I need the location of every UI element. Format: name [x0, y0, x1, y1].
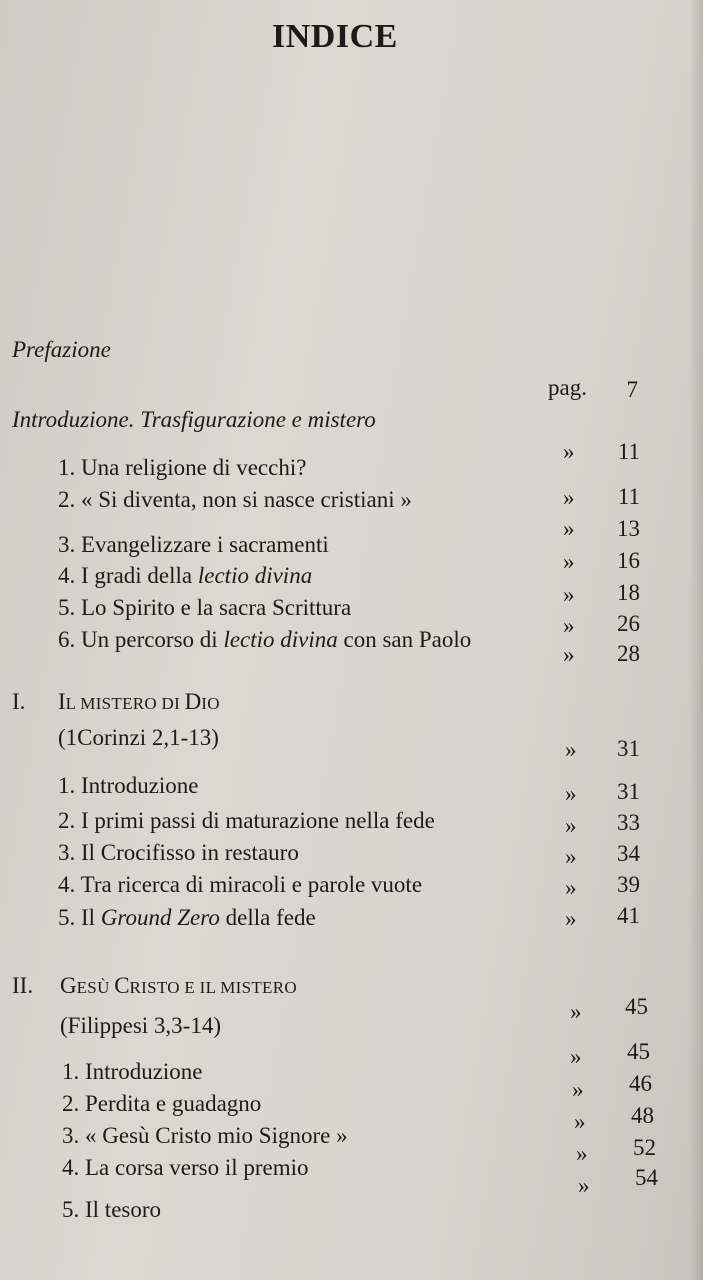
toc-introduzione-label: Introduzione. Trasfigurazione e mistero: [12, 407, 376, 432]
toc-prefazione-label: Prefazione: [12, 337, 111, 362]
toc-chapter-page: 45: [625, 994, 648, 1019]
toc-entry-page: 54: [635, 1165, 658, 1190]
toc-entry: 5. Il Ground Zero della fede: [58, 905, 316, 930]
toc-entry: 5. Il tesoro: [62, 1197, 162, 1222]
toc-entry-page: 34: [617, 841, 640, 866]
toc-marker: »: [565, 844, 577, 869]
toc-entry: 3. « Gesù Cristo mio Signore »: [62, 1123, 348, 1148]
toc-entry: 1. Introduzione: [58, 773, 199, 798]
toc-entry-page: 28: [617, 641, 640, 666]
toc-marker: »: [563, 642, 575, 667]
toc-entry: 3. Il Crocifisso in restauro: [58, 840, 299, 865]
toc-entry: 2. « Si diventa, non si nasce cristiani »: [58, 487, 412, 512]
toc-marker: »: [565, 781, 577, 806]
toc-marker: »: [574, 1109, 586, 1134]
toc-entry-page: 18: [617, 580, 640, 605]
toc-entry-page: 48: [631, 1103, 654, 1128]
toc-marker: »: [570, 999, 582, 1024]
toc-marker: »: [565, 737, 577, 762]
toc-marker: »: [578, 1173, 590, 1198]
toc-marker: »: [563, 485, 575, 510]
toc-entry: 4. La corsa verso il premio: [62, 1155, 309, 1180]
toc-marker: »: [565, 906, 577, 931]
toc-entry: 4. Tra ricerca di miracoli e parole vuote: [58, 872, 423, 897]
toc-entry-page: 16: [617, 548, 640, 573]
toc-marker: »: [576, 1141, 588, 1166]
toc-entry: 6. Un percorso di lectio divina con san Paolo: [58, 627, 472, 652]
page-title: INDICE: [272, 18, 398, 55]
toc-marker: »: [563, 549, 575, 574]
toc-entry-page: 46: [629, 1071, 652, 1096]
toc-entry-page: 26: [617, 611, 640, 636]
toc-entry: 4. I gradi della lectio divina: [58, 563, 313, 588]
toc-entry-page: 41: [617, 903, 640, 928]
toc-chapter-numeral: II.: [12, 973, 34, 998]
toc-chapter-page: 31: [617, 736, 640, 761]
toc-entry: 1. Una religione di vecchi?: [58, 455, 307, 480]
toc-marker: »: [563, 582, 575, 607]
toc-entry: 2. I primi passi di maturazione nella fede: [58, 808, 435, 833]
toc-entry-page: 39: [617, 872, 640, 897]
toc-entry: 1. Introduzione: [62, 1059, 203, 1084]
toc-marker: »: [563, 613, 575, 638]
toc-marker: »: [572, 1077, 584, 1102]
toc-marker: »: [565, 813, 577, 838]
toc-entry-page: 52: [633, 1135, 656, 1160]
toc-marker: »: [563, 516, 575, 541]
toc-entry: 2. Perdita e guadagno: [62, 1091, 262, 1116]
toc-introduzione-page: 11: [617, 439, 640, 464]
toc-prefazione-page: 7: [626, 377, 638, 402]
toc-entry-page: 13: [617, 516, 640, 541]
toc-marker: »: [563, 439, 575, 464]
toc-entry-page: 31: [617, 779, 640, 804]
toc-chapter-subtitle: (1Corinzi 2,1-13): [58, 725, 219, 750]
toc-pag-label: pag.: [548, 375, 587, 400]
toc-chapter-title: GESÙ CRISTO E IL MISTERO: [60, 973, 297, 998]
toc-chapter-numeral: I.: [12, 689, 26, 714]
toc-entry-page: 33: [617, 810, 640, 835]
toc-marker: »: [570, 1044, 582, 1069]
toc-chapter-title: IL MISTERO DI DIO: [58, 689, 220, 714]
toc-entry-page: 45: [627, 1039, 650, 1064]
toc-entry: 3. Evangelizzare i sacramenti: [58, 532, 329, 557]
page-edge-shadow: [689, 0, 703, 1280]
toc-chapter-subtitle: (Filippesi 3,3-14): [60, 1013, 221, 1038]
toc-entry: 5. Lo Spirito e la sacra Scrittura: [58, 595, 352, 620]
toc-entry-page: 11: [617, 484, 640, 509]
toc-marker: »: [565, 875, 577, 900]
